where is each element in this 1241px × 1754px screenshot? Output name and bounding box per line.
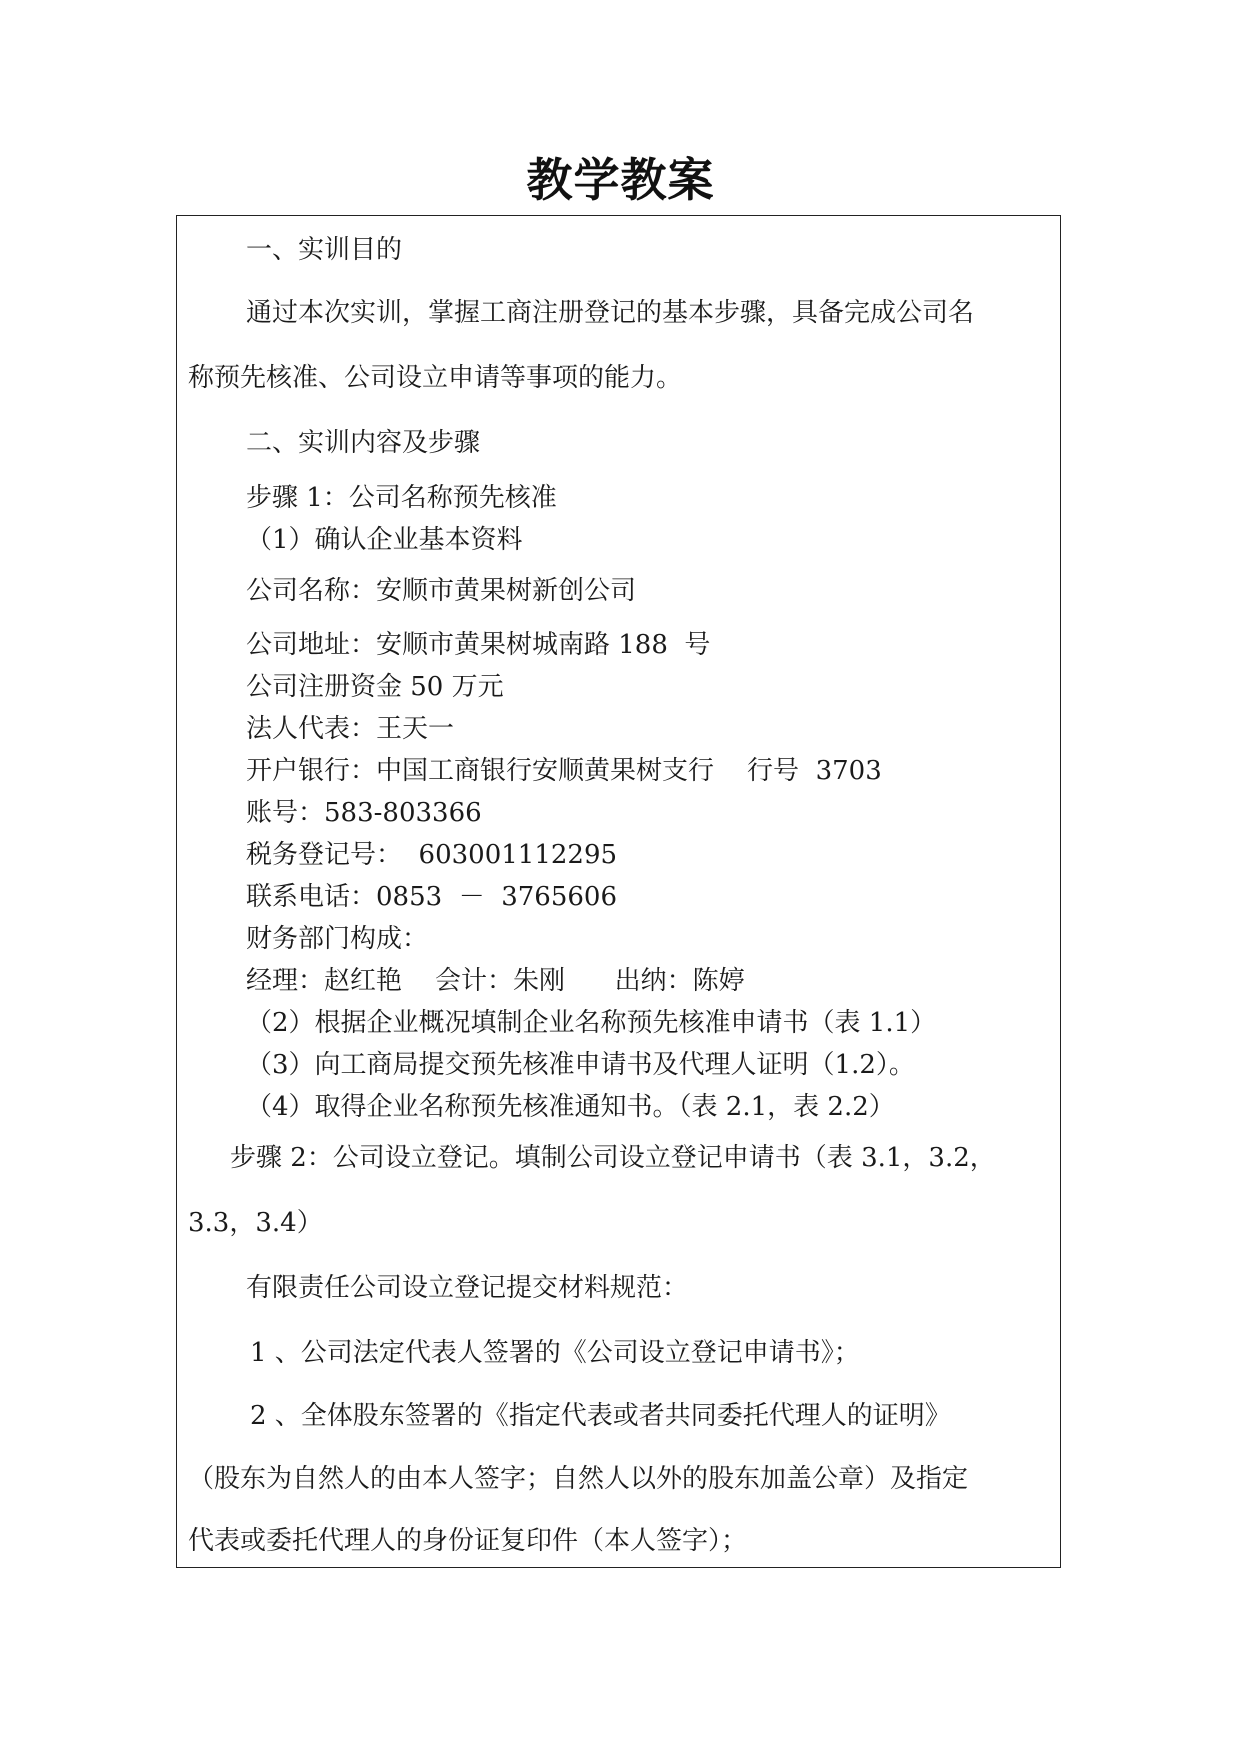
- paragraph-line: 代表或委托代理人的身份证复印件（本人签字）；: [188, 1526, 748, 1556]
- account-line: 账号：583-803366: [246, 798, 482, 828]
- legal-rep-line: 法人代表：王天一: [246, 714, 455, 744]
- paragraph-line: （股东为自然人的由本人签字；自然人以外的股东加盖公章）及指定: [188, 1464, 969, 1494]
- sub-step: （2）根据企业概况填制企业名称预先核准申请书（表 1.1）: [246, 1008, 937, 1038]
- material-item: 2 、全体股东签署的《指定代表或者共同委托代理人的证明》: [250, 1401, 951, 1431]
- capital-line: 公司注册资金 50 万元: [246, 672, 504, 702]
- paragraph-line: 称预先核准、公司设立申请等事项的能力。: [188, 363, 683, 393]
- tax-id-line: 税务登记号： 603001112295: [246, 840, 618, 870]
- sub-step: （4）取得企业名称预先核准通知书。（表 2.1，表 2.2）: [246, 1092, 895, 1122]
- sub-step: （3）向工商局提交预先核准申请书及代理人证明（1.2）。: [246, 1050, 915, 1080]
- step-heading: 步骤 2：公司设立登记。填制公司设立登记申请书（表 3.1，3.2，: [230, 1143, 996, 1173]
- sub-step: （1）确认企业基本资料: [246, 525, 523, 555]
- company-address-line: 公司地址：安顺市黄果树城南路 188 号: [246, 630, 711, 660]
- phone-line: 联系电话：0853 － 3765606: [246, 882, 618, 912]
- paragraph-line: 3.3，3.4）: [188, 1208, 323, 1238]
- material-item: 1 、公司法定代表人签署的《公司设立登记申请书》；: [250, 1338, 860, 1368]
- company-name-line: 公司名称：安顺市黄果树新创公司: [246, 576, 637, 606]
- section-heading-objective: 一、实训目的: [246, 235, 403, 265]
- staff-line: 经理：赵红艳 会计：朱刚 出纳：陈婷: [246, 966, 745, 996]
- section-heading-content: 二、实训内容及步骤: [246, 428, 481, 458]
- step-heading: 步骤 1：公司名称预先核准: [246, 483, 557, 513]
- materials-heading: 有限责任公司设立登记提交材料规范：: [246, 1273, 689, 1303]
- finance-dept-line: 财务部门构成：: [246, 924, 429, 954]
- bank-line: 开户银行：中国工商银行安顺黄果树支行 行号 3703: [246, 756, 882, 786]
- paragraph-line: 通过本次实训，掌握工商注册登记的基本步骤，具备完成公司名: [246, 298, 975, 328]
- page-title: 教学教案: [526, 153, 715, 207]
